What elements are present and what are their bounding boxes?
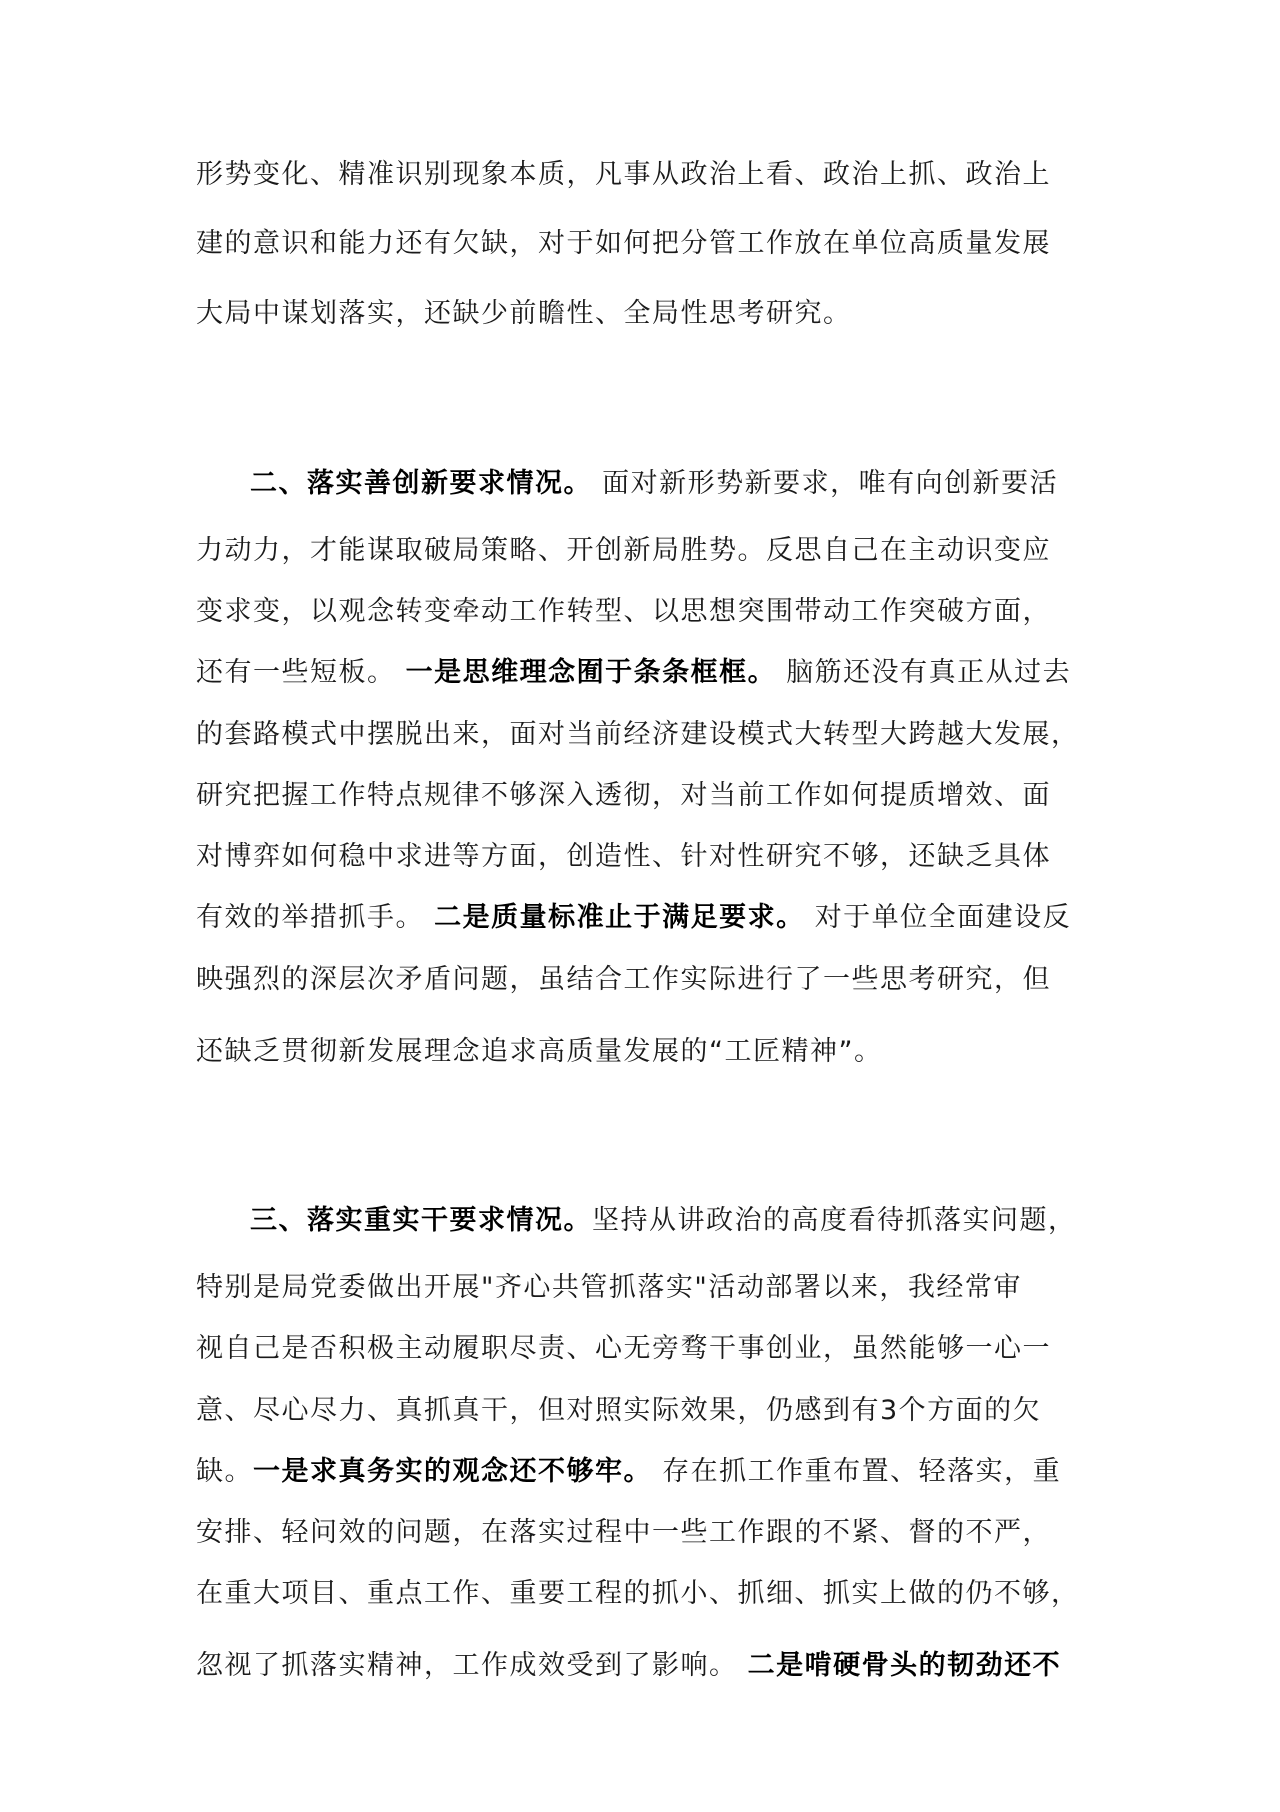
section-2-text: 脑筋还没有真正从过去 — [786, 657, 1072, 688]
section-3-heading: 三、落实重实干要求情况。 — [250, 1205, 592, 1236]
section-2-text: 面对新形势新要求，唯有向创新要活 — [602, 468, 1059, 499]
paragraph-line: 意、尽心尽力、真抓真干，但对照实际效果，仍感到有3个方面的欠 — [196, 1395, 1042, 1426]
section-2-first-line — [250, 466, 1150, 502]
paragraph-line: 在重大项目、重点工作、重要工程的抓小、抓细、抓实上做的仍不够， — [196, 1578, 1080, 1609]
paragraph-line: 研究把握工作特点规律不够深入透彻，对当前工作如何提质增效、面 — [196, 780, 1051, 811]
paragraph-line: 形势变化、精准识别现象本质，凡事从政治上看、政治上抓、政治上 — [196, 159, 1051, 190]
section-3-text: 忽视了抓落实精神，工作成效受到了影响。 — [196, 1650, 738, 1681]
section-2-text: 有效的举措抓手。 — [196, 902, 424, 933]
section-2-heading: 二、落实善创新要求情况。 — [250, 468, 592, 499]
paragraph-line: 变求变，以观念转变牵动工作转型、以思想突围带动工作突破方面， — [196, 596, 1051, 627]
paragraph-line: 映强烈的深层次矛盾问题，虽结合工作实际进行了一些思考研究，但 — [196, 964, 1051, 995]
section-2-point-1: 一是思维理念囿于条条框框。 — [405, 657, 777, 688]
section-3-point-2: 二是啃硬骨头的韧劲还不 — [747, 1650, 1062, 1681]
section-3-text: 缺。 — [196, 1456, 253, 1487]
paragraph-line: 大局中谋划落实，还缺少前瞻性、全局性思考研究。 — [196, 298, 852, 329]
section-2-text: 对于单位全面建设反 — [814, 902, 1072, 933]
paragraph-line — [196, 1454, 1096, 1490]
paragraph-line: 建的意识和能力还有欠缺，对于如何把分管工作放在单位高质量发展 — [196, 228, 1051, 259]
section-2-point-2: 二是质量标准止于满足要求。 — [434, 902, 805, 933]
paragraph-line: 还缺乏贯彻新发展理念追求高质量发展的“工匠精神”。 — [196, 1036, 883, 1067]
paragraph-line: 特别是局党委做出开展"齐心共管抓落实"活动部署以来，我经常审 — [196, 1272, 1022, 1303]
paragraph-line: 安排、轻问效的问题，在落实过程中一些工作跟的不紧、督的不严， — [196, 1517, 1051, 1548]
section-2-text: 还有一些短板。 — [196, 657, 396, 688]
section-3-text: 坚持从讲政治的高度看待抓落实问题， — [592, 1205, 1077, 1236]
section-3-text: 存在抓工作重布置、轻落实，重 — [662, 1456, 1062, 1487]
paragraph-line — [196, 655, 1096, 691]
paragraph-line: 力动力，才能谋取破局策略、开创新局胜势。反思自己在主动识变应 — [196, 535, 1051, 566]
paragraph-line — [196, 900, 1096, 936]
section-3-first-line — [250, 1203, 1150, 1239]
paragraph-line: 的套路模式中摆脱出来，面对当前经济建设模式大转型大跨越大发展， — [196, 719, 1080, 750]
section-3-point-1: 一是求真务实的观念还不够牢。 — [253, 1456, 652, 1487]
paragraph-line: 视自己是否积极主动履职尽责、心无旁骛干事创业，虽然能够一心一 — [196, 1333, 1051, 1364]
paragraph-line — [196, 1648, 1096, 1684]
paragraph-line: 对博弈如何稳中求进等方面，创造性、针对性研究不够，还缺乏具体 — [196, 841, 1051, 872]
